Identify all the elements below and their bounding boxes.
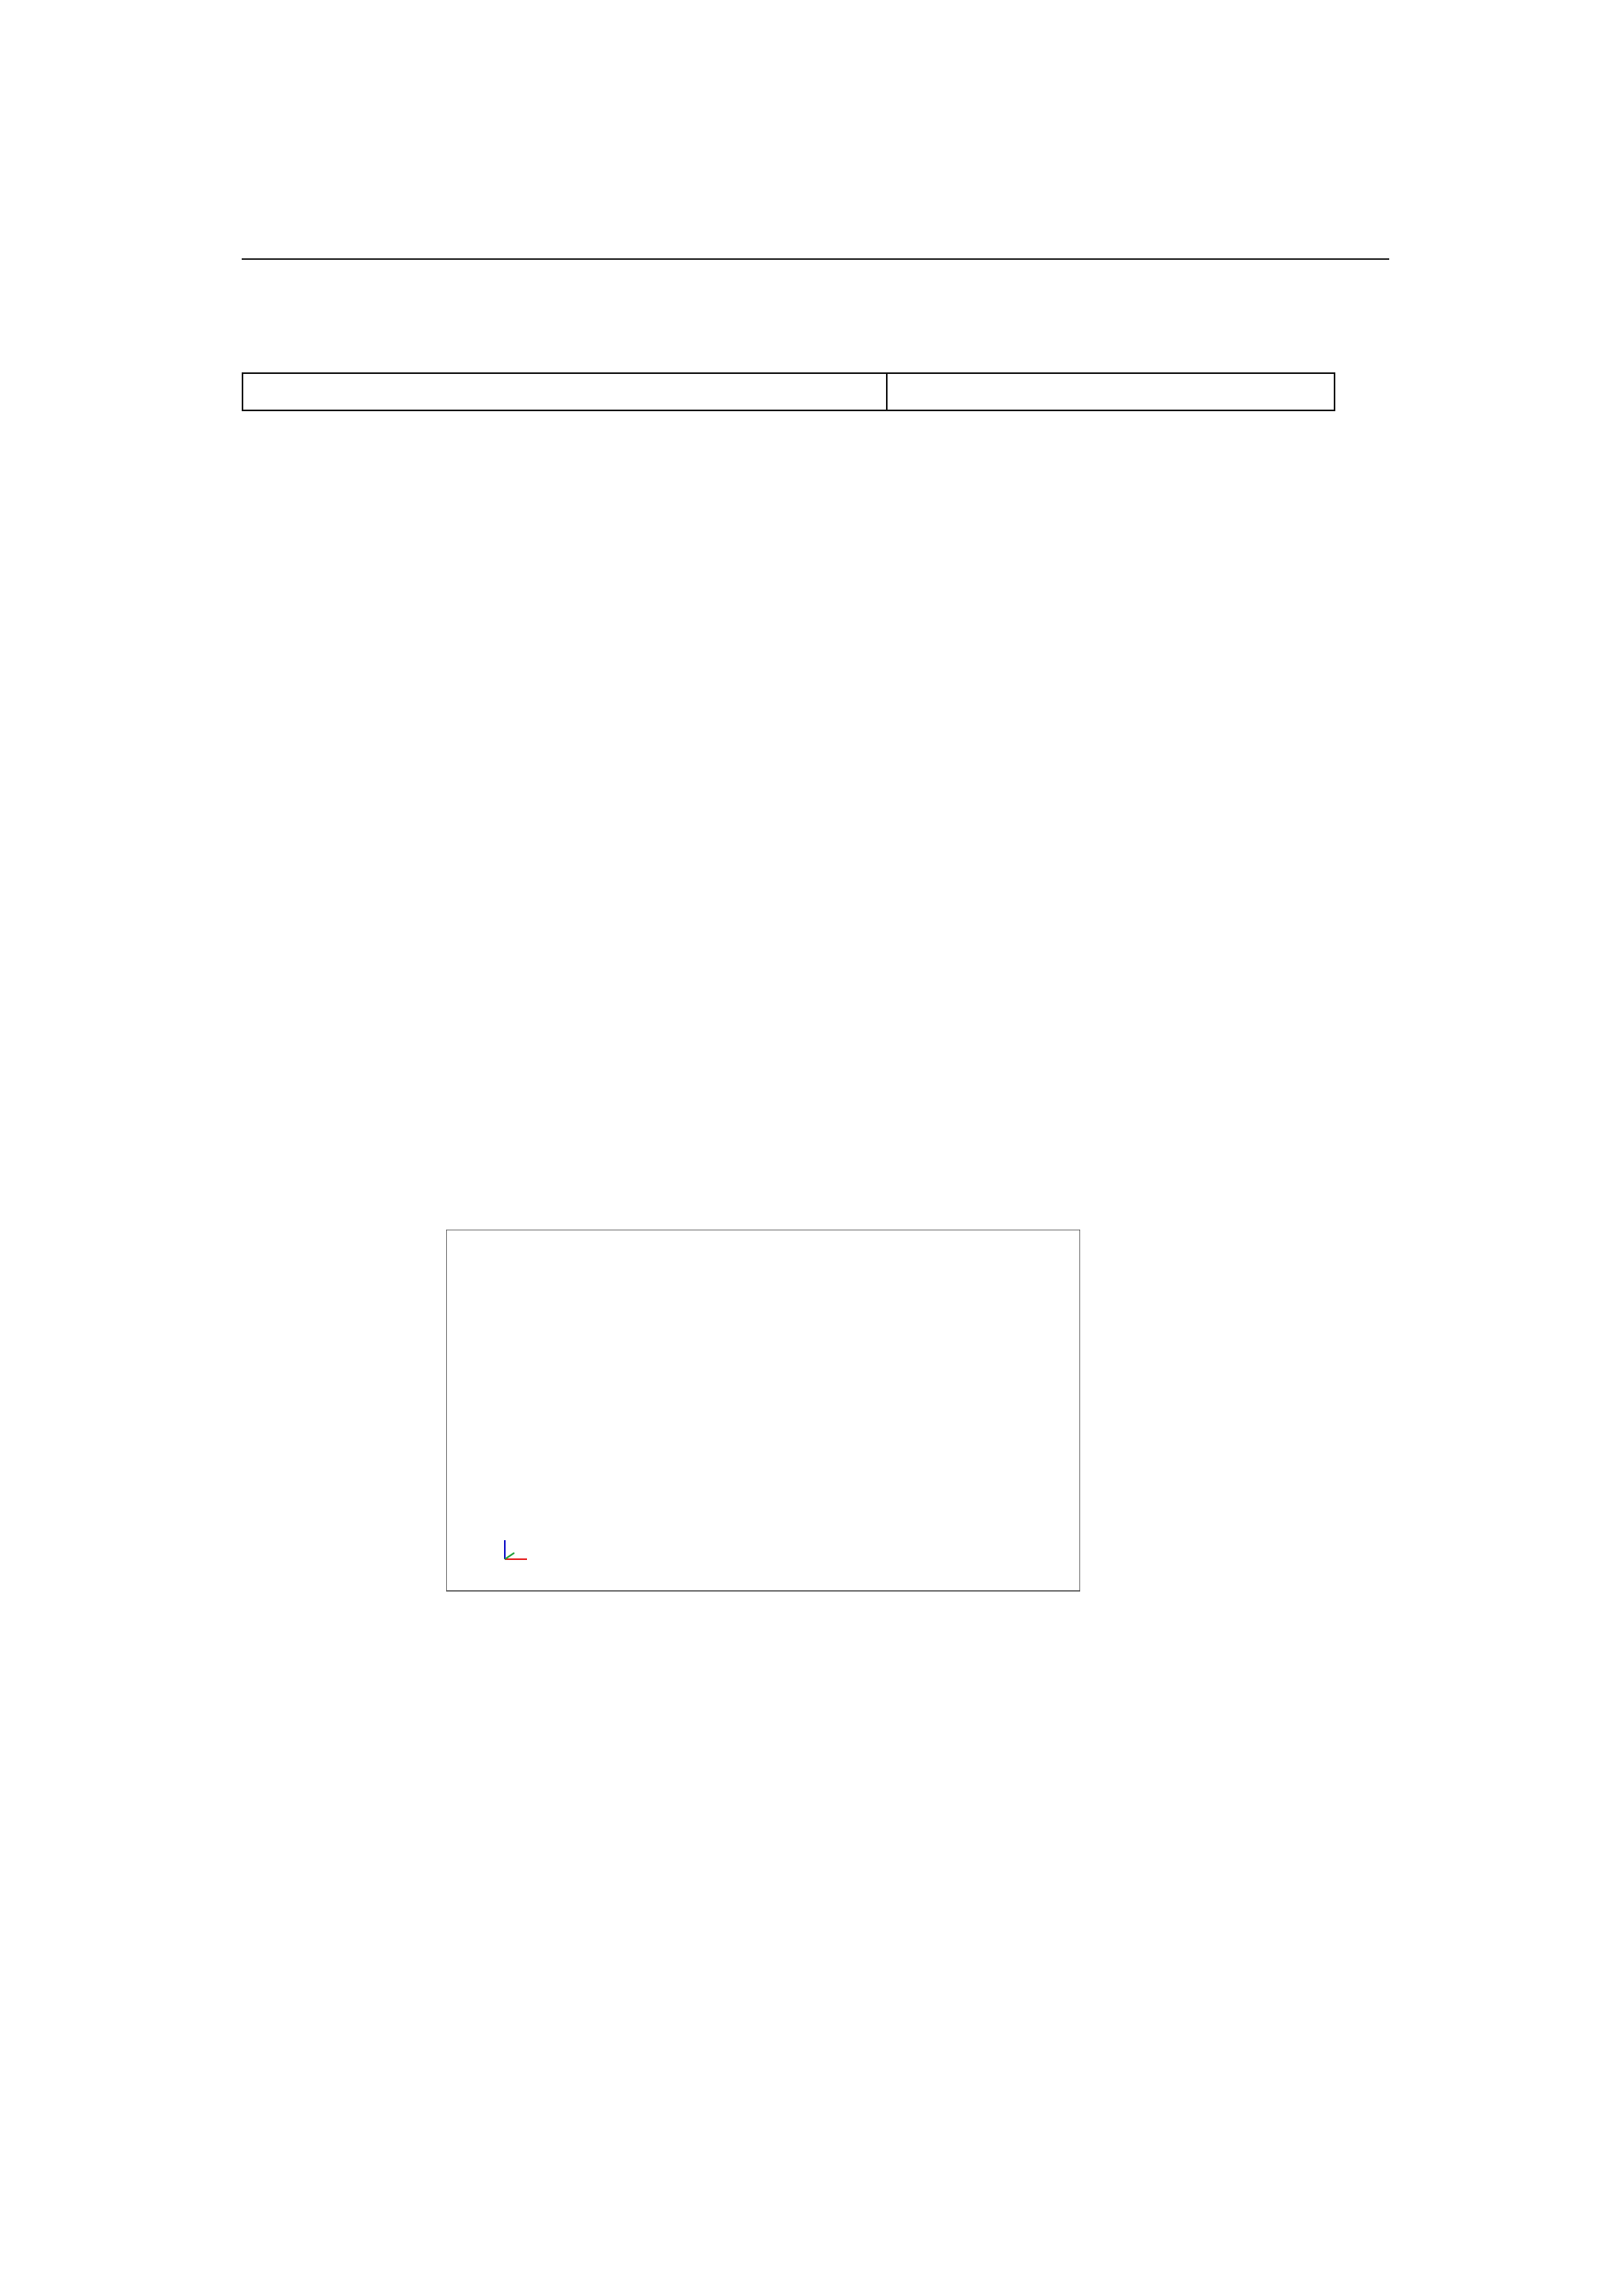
column-header-value bbox=[887, 373, 1335, 410]
plot-frame bbox=[446, 1230, 1080, 1591]
table-header-row bbox=[242, 373, 1335, 410]
header-rule bbox=[242, 258, 1389, 260]
reservoir-properties-table bbox=[242, 372, 1335, 411]
column-header-property bbox=[242, 373, 887, 410]
reservoir-3d-model-figure bbox=[446, 1230, 1080, 1611]
table-caption bbox=[242, 292, 262, 326]
